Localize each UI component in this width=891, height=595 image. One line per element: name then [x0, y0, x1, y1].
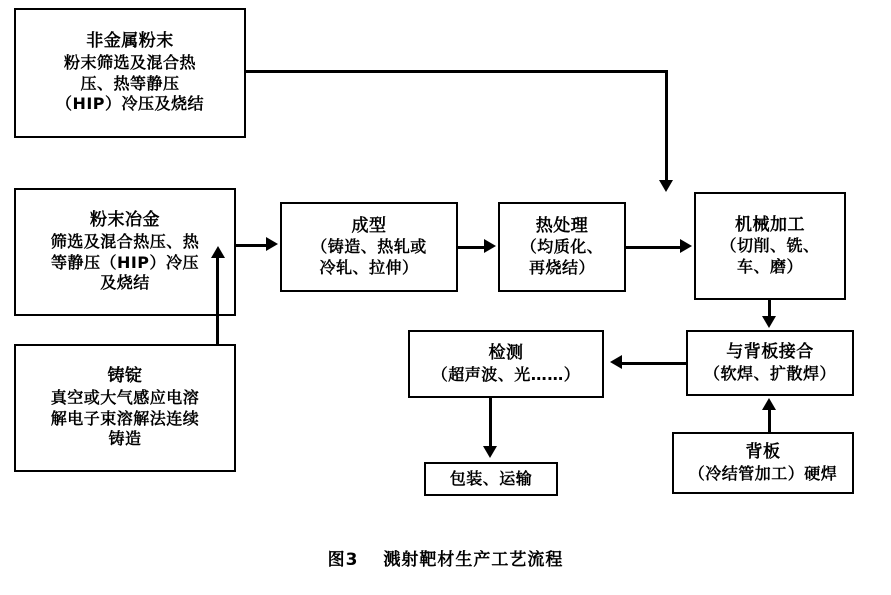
node-heat-treatment-line-2: 再烧结）	[528, 257, 595, 277]
node-powder-metallurgy-line-2: 等静压（HIP）冷压	[50, 252, 200, 272]
arrow-ingot-to-forming	[211, 246, 225, 258]
arrow-nonmetal-to-machining	[659, 180, 673, 192]
connector-backplate-to-bonding	[768, 410, 771, 432]
connector-ingot-to-forming-v	[216, 258, 219, 344]
node-powder-metallurgy	[14, 188, 236, 316]
connector-heat-to-machining	[626, 246, 682, 249]
node-powder-metallurgy-line-0: 粉末冶金	[90, 210, 160, 231]
node-heat-treatment-line-0: 热处理	[535, 215, 589, 236]
node-inspection-line-1: （超声波、光……）	[431, 364, 581, 384]
arrow-backplate-to-bonding	[762, 398, 776, 410]
node-ingot-casting-line-3: 铸造	[108, 429, 142, 449]
node-packing	[424, 462, 558, 496]
node-forming	[280, 202, 458, 292]
connector-nonmetal-to-machining-h	[244, 70, 668, 73]
node-forming-line-1: （铸造、热轧或	[311, 237, 427, 257]
node-nonmetal-powder	[14, 8, 246, 138]
node-machining	[694, 192, 846, 300]
node-bonding	[686, 330, 854, 396]
node-machining-line-1: （切削、铣、	[720, 236, 820, 256]
node-heat-treatment-line-1: （均质化、	[520, 237, 604, 257]
node-nonmetal-powder-line-0: 非金属粉末	[86, 31, 174, 52]
node-powder-metallurgy-line-3: 及烧结	[100, 273, 150, 293]
node-backplate	[672, 432, 854, 494]
connector-inspection-to-packing	[489, 398, 492, 448]
node-forming-line-0: 成型	[351, 215, 387, 236]
connector-powder-to-forming	[236, 244, 268, 247]
arrow-inspection-to-packing	[483, 446, 497, 458]
node-powder-metallurgy-line-1: 筛选及混合热压、热	[50, 232, 200, 252]
arrow-powder-to-forming	[266, 237, 278, 251]
node-nonmetal-powder-line-3: （HIP）冷压及烧结	[55, 94, 205, 114]
connector-nonmetal-to-machining-v	[665, 70, 668, 182]
arrow-forming-to-heat	[484, 239, 496, 253]
figure-caption	[0, 545, 891, 570]
node-ingot-casting-line-2: 解电子束溶解法连续	[50, 408, 200, 428]
node-nonmetal-powder-line-2: 压、热等静压	[80, 73, 180, 93]
node-nonmetal-powder-line-1: 粉末筛选及混合热	[63, 53, 196, 73]
node-backplate-line-1: （冷结管加工）硬焊	[688, 463, 838, 483]
arrow-machining-to-bonding	[762, 316, 776, 328]
node-ingot-casting-line-1: 真空或大气感应电溶	[50, 388, 200, 408]
node-inspection	[408, 330, 604, 398]
node-inspection-line-0: 检测	[488, 342, 524, 363]
connector-bonding-to-inspection	[622, 362, 686, 365]
node-bonding-line-0: 与背板接合	[726, 341, 814, 362]
node-machining-line-2: 车、磨）	[736, 256, 803, 276]
node-bonding-line-1: （软焊、扩散焊）	[703, 363, 836, 383]
arrow-heat-to-machining	[680, 239, 692, 253]
figure-caption-number: 图3	[327, 550, 359, 570]
connector-forming-to-heat	[458, 246, 486, 249]
node-packing-line-0: 包装、运输	[449, 468, 533, 488]
node-heat-treatment	[498, 202, 626, 292]
figure-caption-text: 溅射靶材生产工艺流程	[383, 550, 564, 570]
node-forming-line-2: 冷轧、拉伸）	[319, 257, 419, 277]
node-backplate-line-0: 背板	[745, 441, 781, 462]
arrow-bonding-to-inspection	[610, 355, 622, 369]
node-ingot-casting	[14, 344, 236, 472]
node-machining-line-0: 机械加工	[735, 214, 805, 235]
node-ingot-casting-line-0: 铸锭	[107, 366, 143, 387]
